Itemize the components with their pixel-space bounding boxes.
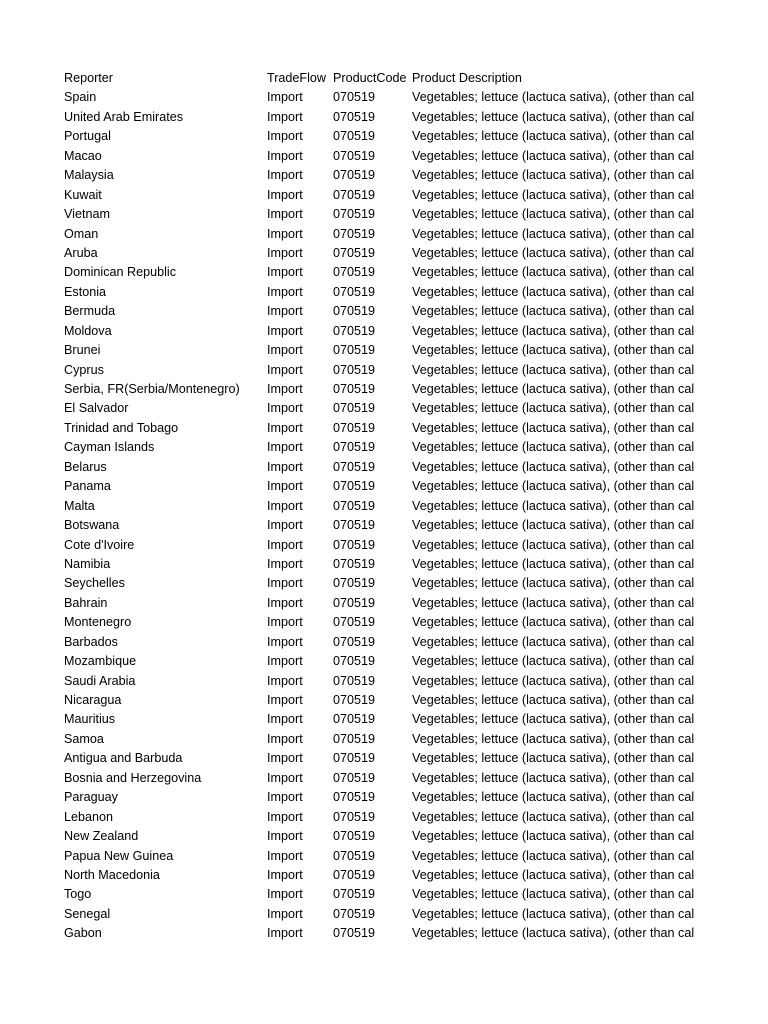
cell-product-description: Vegetables; lettuce (lactuca sativa), (other than cal: [412, 284, 695, 299]
cell-product-code: 070519: [333, 906, 376, 921]
cell-product-code: 070519: [333, 226, 376, 241]
cell-trade-flow: Import: [267, 731, 303, 746]
cell-product-code: 070519: [333, 790, 376, 805]
cell-trade-flow: Import: [267, 673, 303, 688]
header-trade-flow: TradeFlow: [267, 71, 327, 85]
cell-product-code: 070519: [333, 187, 376, 202]
cell-product-code: 070519: [333, 595, 376, 610]
table-body: [64, 88, 768, 943]
cell-trade-flow: Import: [267, 420, 303, 435]
table-row: [64, 399, 768, 418]
cell-reporter: Belarus: [64, 459, 107, 474]
table-row: [64, 108, 768, 127]
cell-reporter: Cyprus: [64, 362, 104, 377]
cell-product-code: 070519: [333, 731, 376, 746]
cell-product-description: Vegetables; lettuce (lactuca sativa), (other than cal: [412, 576, 695, 591]
table-row: [64, 127, 768, 146]
cell-product-description: Vegetables; lettuce (lactuca sativa), (other than cal: [412, 615, 695, 630]
cell-product-description: Vegetables; lettuce (lactuca sativa), (other than cal: [412, 207, 695, 222]
table-row: [64, 730, 768, 749]
cell-reporter: Aruba: [64, 245, 98, 260]
table-row: [64, 166, 768, 185]
cell-product-description: Vegetables; lettuce (lactuca sativa), (other than cal: [412, 926, 695, 941]
cell-product-description: Vegetables; lettuce (lactuca sativa), (other than cal: [412, 654, 695, 669]
cell-trade-flow: Import: [267, 90, 303, 105]
cell-reporter: Spain: [64, 90, 97, 105]
cell-reporter: Macao: [64, 148, 102, 163]
cell-reporter: Montenegro: [64, 615, 132, 630]
cell-product-code: 070519: [333, 323, 376, 338]
cell-trade-flow: Import: [267, 790, 303, 805]
header-product-code: ProductCode: [333, 71, 407, 85]
cell-trade-flow: Import: [267, 226, 303, 241]
cell-reporter: Oman: [64, 226, 99, 241]
cell-reporter: United Arab Emirates: [64, 109, 183, 124]
table-row: [64, 672, 768, 691]
cell-reporter: Samoa: [64, 731, 104, 746]
cell-product-description: Vegetables; lettuce (lactuca sativa), (other than cal: [412, 809, 695, 824]
cell-product-description: Vegetables; lettuce (lactuca sativa), (other than cal: [412, 712, 695, 727]
table-row: [64, 808, 768, 827]
table-row: [64, 847, 768, 866]
cell-product-code: 070519: [333, 207, 376, 222]
table-row: [64, 574, 768, 593]
cell-reporter: Cote d'Ivoire: [64, 537, 135, 552]
cell-product-code: 070519: [333, 304, 376, 319]
cell-product-description: Vegetables; lettuce (lactuca sativa), (other than cal: [412, 323, 695, 338]
cell-reporter: Vietnam: [64, 207, 110, 222]
table-row: [64, 283, 768, 302]
cell-reporter: Panama: [64, 479, 111, 494]
cell-product-description: Vegetables; lettuce (lactuca sativa), (other than cal: [412, 109, 695, 124]
cell-trade-flow: Import: [267, 459, 303, 474]
cell-reporter: Senegal: [64, 906, 111, 921]
cell-product-code: 070519: [333, 129, 376, 144]
cell-product-code: 070519: [333, 401, 376, 416]
cell-trade-flow: Import: [267, 848, 303, 863]
cell-trade-flow: Import: [267, 556, 303, 571]
trade-table: [64, 69, 768, 944]
cell-product-code: 070519: [333, 770, 376, 785]
cell-product-description: Vegetables; lettuce (lactuca sativa), (other than cal: [412, 382, 695, 396]
cell-trade-flow: Import: [267, 440, 303, 455]
cell-product-description: Vegetables; lettuce (lactuca sativa), (other than cal: [412, 731, 695, 746]
cell-trade-flow: Import: [267, 712, 303, 727]
cell-product-code: 070519: [333, 343, 376, 358]
cell-product-code: 070519: [333, 362, 376, 377]
table-row: [64, 652, 768, 671]
cell-product-code: 070519: [333, 245, 376, 260]
cell-product-code: 070519: [333, 459, 376, 474]
cell-trade-flow: Import: [267, 634, 303, 649]
cell-product-code: 070519: [333, 693, 376, 707]
table-row: [64, 905, 768, 924]
table-row: [64, 380, 768, 399]
cell-product-code: 070519: [333, 498, 376, 513]
cell-trade-flow: Import: [267, 168, 303, 183]
cell-product-description: Vegetables; lettuce (lactuca sativa), (other than cal: [412, 148, 695, 163]
cell-product-code: 070519: [333, 90, 376, 105]
cell-reporter: Malta: [64, 498, 95, 513]
cell-trade-flow: Import: [267, 867, 303, 882]
cell-product-description: Vegetables; lettuce (lactuca sativa), (other than cal: [412, 90, 695, 105]
table-row: [64, 594, 768, 613]
cell-product-code: 070519: [333, 265, 376, 280]
cell-trade-flow: Import: [267, 537, 303, 552]
cell-product-description: Vegetables; lettuce (lactuca sativa), (other than cal: [412, 751, 695, 766]
cell-product-description: Vegetables; lettuce (lactuca sativa), (other than cal: [412, 693, 695, 707]
table-row: [64, 186, 768, 205]
cell-reporter: Namibia: [64, 556, 111, 571]
cell-product-description: Vegetables; lettuce (lactuca sativa), (other than cal: [412, 595, 695, 610]
table-row: [64, 438, 768, 457]
cell-product-code: 070519: [333, 712, 376, 727]
cell-product-description: Vegetables; lettuce (lactuca sativa), (other than cal: [412, 770, 695, 785]
table-row: [64, 302, 768, 321]
cell-trade-flow: Import: [267, 926, 303, 941]
cell-product-description: Vegetables; lettuce (lactuca sativa), (other than cal: [412, 634, 695, 649]
cell-reporter: Paraguay: [64, 790, 118, 805]
cell-reporter: Bahrain: [64, 595, 108, 610]
cell-reporter: Lebanon: [64, 809, 114, 824]
table-row: [64, 555, 768, 574]
cell-product-code: 070519: [333, 887, 376, 902]
cell-reporter: Moldova: [64, 323, 112, 338]
table-row: [64, 710, 768, 729]
cell-product-code: 070519: [333, 615, 376, 630]
table-row: [64, 322, 768, 341]
cell-product-description: Vegetables; lettuce (lactuca sativa), (other than cal: [412, 887, 695, 902]
cell-trade-flow: Import: [267, 343, 303, 358]
cell-trade-flow: Import: [267, 129, 303, 144]
table-row: [64, 147, 768, 166]
cell-product-description: Vegetables; lettuce (lactuca sativa), (other than cal: [412, 168, 695, 183]
cell-reporter: Mozambique: [64, 654, 137, 669]
cell-reporter: Brunei: [64, 343, 101, 358]
cell-product-description: Vegetables; lettuce (lactuca sativa), (other than cal: [412, 129, 695, 144]
table-row: [64, 827, 768, 846]
table-row: [64, 788, 768, 807]
table-row: [64, 516, 768, 535]
cell-trade-flow: Import: [267, 809, 303, 824]
cell-trade-flow: Import: [267, 207, 303, 222]
cell-product-code: 070519: [333, 148, 376, 163]
table-row: [64, 244, 768, 263]
cell-reporter: Seychelles: [64, 576, 125, 591]
table-row: [64, 225, 768, 244]
cell-reporter: Serbia, FR(Serbia/Montenegro): [64, 382, 240, 396]
cell-trade-flow: Import: [267, 265, 303, 280]
cell-trade-flow: Import: [267, 770, 303, 785]
cell-product-description: Vegetables; lettuce (lactuca sativa), (other than cal: [412, 518, 695, 533]
header-product-description: Product Description: [412, 71, 522, 85]
cell-trade-flow: Import: [267, 304, 303, 319]
cell-product-code: 070519: [333, 440, 376, 455]
table-row: [64, 497, 768, 516]
cell-reporter: Bermuda: [64, 304, 116, 319]
cell-trade-flow: Import: [267, 829, 303, 844]
cell-product-description: Vegetables; lettuce (lactuca sativa), (other than cal: [412, 556, 695, 571]
table-row: [64, 477, 768, 496]
table-row: [64, 885, 768, 904]
cell-product-code: 070519: [333, 537, 376, 552]
cell-trade-flow: Import: [267, 187, 303, 202]
cell-product-code: 070519: [333, 518, 376, 533]
cell-product-code: 070519: [333, 654, 376, 669]
cell-trade-flow: Import: [267, 284, 303, 299]
cell-product-code: 070519: [333, 168, 376, 183]
cell-product-description: Vegetables; lettuce (lactuca sativa), (other than cal: [412, 459, 695, 474]
cell-reporter: Dominican Republic: [64, 265, 176, 280]
cell-reporter: Portugal: [64, 129, 111, 144]
cell-product-code: 070519: [333, 420, 376, 435]
cell-reporter: Togo: [64, 887, 92, 902]
table-row: [64, 361, 768, 380]
cell-product-description: Vegetables; lettuce (lactuca sativa), (other than cal: [412, 498, 695, 513]
cell-trade-flow: Import: [267, 906, 303, 921]
cell-product-description: Vegetables; lettuce (lactuca sativa), (other than cal: [412, 245, 695, 260]
cell-reporter: Papua New Guinea: [64, 848, 174, 863]
cell-product-description: Vegetables; lettuce (lactuca sativa), (other than cal: [412, 187, 695, 202]
cell-product-code: 070519: [333, 926, 376, 941]
cell-reporter: Cayman Islands: [64, 440, 155, 455]
cell-trade-flow: Import: [267, 887, 303, 902]
cell-product-code: 070519: [333, 109, 376, 124]
table-row: [64, 458, 768, 477]
table-row: [64, 613, 768, 632]
cell-product-description: Vegetables; lettuce (lactuca sativa), (other than cal: [412, 265, 695, 280]
table-row: [64, 866, 768, 885]
cell-reporter: Botswana: [64, 518, 120, 533]
cell-product-code: 070519: [333, 848, 376, 863]
cell-reporter: Nicaragua: [64, 693, 122, 707]
cell-trade-flow: Import: [267, 382, 303, 396]
cell-product-description: Vegetables; lettuce (lactuca sativa), (other than cal: [412, 440, 695, 455]
cell-reporter: Estonia: [64, 284, 107, 299]
cell-reporter: Malaysia: [64, 168, 114, 183]
cell-product-description: Vegetables; lettuce (lactuca sativa), (other than cal: [412, 848, 695, 863]
cell-product-code: 070519: [333, 867, 376, 882]
cell-product-description: Vegetables; lettuce (lactuca sativa), (other than cal: [412, 479, 695, 494]
header-reporter: Reporter: [64, 71, 113, 85]
cell-product-code: 070519: [333, 382, 376, 396]
table-row: [64, 341, 768, 360]
cell-reporter: North Macedonia: [64, 867, 160, 882]
cell-trade-flow: Import: [267, 401, 303, 416]
cell-trade-flow: Import: [267, 479, 303, 494]
cell-reporter: Barbados: [64, 634, 118, 649]
cell-trade-flow: Import: [267, 148, 303, 163]
cell-reporter: New Zealand: [64, 829, 139, 844]
cell-trade-flow: Import: [267, 362, 303, 377]
cell-product-description: Vegetables; lettuce (lactuca sativa), (other than cal: [412, 304, 695, 319]
cell-trade-flow: Import: [267, 498, 303, 513]
cell-product-code: 070519: [333, 576, 376, 591]
cell-trade-flow: Import: [267, 751, 303, 766]
cell-product-description: Vegetables; lettuce (lactuca sativa), (other than cal: [412, 401, 695, 416]
cell-product-code: 070519: [333, 751, 376, 766]
cell-product-description: Vegetables; lettuce (lactuca sativa), (other than cal: [412, 420, 695, 435]
cell-product-description: Vegetables; lettuce (lactuca sativa), (other than cal: [412, 226, 695, 241]
cell-trade-flow: Import: [267, 595, 303, 610]
cell-product-code: 070519: [333, 479, 376, 494]
table-row: [64, 536, 768, 555]
table-row: [64, 691, 768, 710]
cell-product-description: Vegetables; lettuce (lactuca sativa), (other than cal: [412, 362, 695, 377]
cell-reporter: Trinidad and Tobago: [64, 420, 179, 435]
cell-reporter: Mauritius: [64, 712, 116, 727]
cell-reporter: Bosnia and Herzegovina: [64, 770, 202, 785]
cell-product-description: Vegetables; lettuce (lactuca sativa), (other than cal: [412, 790, 695, 805]
cell-product-description: Vegetables; lettuce (lactuca sativa), (other than cal: [412, 343, 695, 358]
cell-product-code: 070519: [333, 556, 376, 571]
cell-product-description: Vegetables; lettuce (lactuca sativa), (other than cal: [412, 829, 695, 844]
cell-reporter: Antigua and Barbuda: [64, 751, 183, 766]
header-row: [64, 69, 768, 88]
table-row: [64, 205, 768, 224]
cell-trade-flow: Import: [267, 323, 303, 338]
cell-trade-flow: Import: [267, 654, 303, 669]
table-row: [64, 924, 768, 943]
table-row: [64, 263, 768, 282]
table-row: [64, 633, 768, 652]
cell-trade-flow: Import: [267, 245, 303, 260]
cell-reporter: Saudi Arabia: [64, 673, 136, 688]
table-row: [64, 749, 768, 768]
cell-trade-flow: Import: [267, 693, 303, 707]
cell-product-code: 070519: [333, 673, 376, 688]
cell-reporter: Gabon: [64, 926, 102, 941]
table-row: [64, 88, 768, 107]
cell-trade-flow: Import: [267, 109, 303, 124]
cell-product-code: 070519: [333, 284, 376, 299]
cell-trade-flow: Import: [267, 576, 303, 591]
cell-trade-flow: Import: [267, 518, 303, 533]
table-row: [64, 419, 768, 438]
cell-trade-flow: Import: [267, 615, 303, 630]
cell-product-code: 070519: [333, 809, 376, 824]
cell-product-description: Vegetables; lettuce (lactuca sativa), (other than cal: [412, 673, 695, 688]
cell-reporter: El Salvador: [64, 401, 129, 416]
cell-product-description: Vegetables; lettuce (lactuca sativa), (other than cal: [412, 537, 695, 552]
cell-product-code: 070519: [333, 829, 376, 844]
table-row: [64, 769, 768, 788]
cell-product-code: 070519: [333, 634, 376, 649]
cell-reporter: Kuwait: [64, 187, 102, 202]
cell-product-description: Vegetables; lettuce (lactuca sativa), (other than cal: [412, 906, 695, 921]
cell-product-description: Vegetables; lettuce (lactuca sativa), (other than cal: [412, 867, 695, 882]
